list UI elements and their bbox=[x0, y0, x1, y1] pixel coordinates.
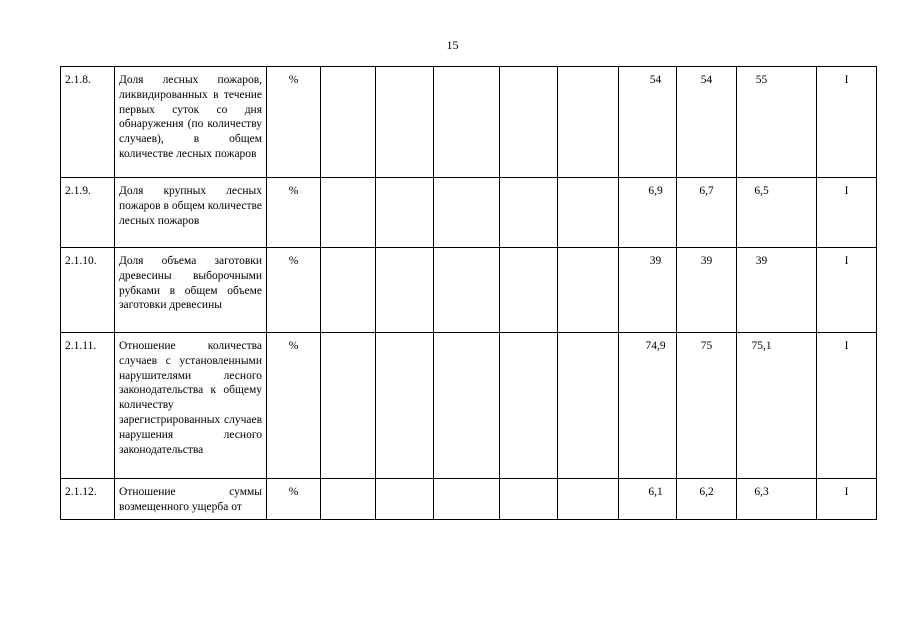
empty-cell bbox=[500, 479, 558, 520]
row-unit: % bbox=[267, 248, 321, 333]
table-row bbox=[61, 333, 877, 479]
row-value-3: 75,1 bbox=[737, 333, 817, 479]
row-value-2: 54 bbox=[677, 67, 737, 178]
empty-cell bbox=[376, 248, 434, 333]
table-row bbox=[61, 67, 877, 178]
empty-cell bbox=[500, 178, 558, 248]
empty-cell bbox=[558, 333, 619, 479]
row-unit: % bbox=[267, 479, 321, 520]
row-category: I bbox=[817, 248, 877, 333]
row-value-3: 55 bbox=[737, 67, 817, 178]
empty-cell bbox=[434, 248, 500, 333]
row-value-1: 6,9 bbox=[619, 178, 677, 248]
table-row bbox=[61, 479, 877, 520]
empty-cell bbox=[321, 67, 376, 178]
row-category: I bbox=[817, 178, 877, 248]
row-code: 2.1.10. bbox=[61, 248, 115, 333]
row-value-1: 74,9 bbox=[619, 333, 677, 479]
empty-cell bbox=[434, 479, 500, 520]
row-unit: % bbox=[267, 67, 321, 178]
empty-cell bbox=[558, 178, 619, 248]
indicators-table bbox=[60, 66, 877, 520]
empty-cell bbox=[434, 333, 500, 479]
row-value-1: 39 bbox=[619, 248, 677, 333]
row-value-1: 6,1 bbox=[619, 479, 677, 520]
row-category: I bbox=[817, 333, 877, 479]
page-number: 15 bbox=[446, 38, 459, 52]
row-code: 2.1.12. bbox=[61, 479, 115, 520]
row-category: I bbox=[817, 67, 877, 178]
row-value-3: 6,3 bbox=[737, 479, 817, 520]
row-category: I bbox=[817, 479, 877, 520]
row-code: 2.1.11. bbox=[61, 333, 115, 479]
row-code: 2.1.8. bbox=[61, 67, 115, 178]
empty-cell bbox=[500, 333, 558, 479]
row-code: 2.1.9. bbox=[61, 178, 115, 248]
empty-cell bbox=[376, 67, 434, 178]
row-name: Доля объема заготовки древесины выборочными рубками в общем объеме заготовки древесины bbox=[115, 248, 267, 333]
row-value-3: 39 bbox=[737, 248, 817, 333]
row-unit: % bbox=[267, 333, 321, 479]
empty-cell bbox=[376, 479, 434, 520]
empty-cell bbox=[321, 479, 376, 520]
row-value-2: 39 bbox=[677, 248, 737, 333]
empty-cell bbox=[558, 248, 619, 333]
empty-cell bbox=[558, 479, 619, 520]
empty-cell bbox=[376, 333, 434, 479]
row-value-2: 6,2 bbox=[677, 479, 737, 520]
row-name: Доля крупных лесных пожаров в общем количестве лесных пожаров bbox=[115, 178, 267, 248]
empty-cell bbox=[376, 178, 434, 248]
table-row bbox=[61, 248, 877, 333]
empty-cell bbox=[500, 67, 558, 178]
row-name: Отношение количества случаев с установленными нарушителями лесного законодательства к общему количеству зарегистрированных случаев нарушения лесного законодательства bbox=[115, 333, 267, 479]
empty-cell bbox=[558, 67, 619, 178]
table-row bbox=[61, 178, 877, 248]
empty-cell bbox=[321, 248, 376, 333]
row-name: Доля лесных пожаров, ликвидированных в течение первых суток со дня обнаружения (по количеству случаев), в общем количестве лесных пожаров bbox=[115, 67, 267, 178]
empty-cell bbox=[434, 67, 500, 178]
row-value-1: 54 bbox=[619, 67, 677, 178]
row-value-2: 75 bbox=[677, 333, 737, 479]
empty-cell bbox=[321, 178, 376, 248]
row-unit: % bbox=[267, 178, 321, 248]
empty-cell bbox=[321, 333, 376, 479]
empty-cell bbox=[500, 248, 558, 333]
empty-cell bbox=[434, 178, 500, 248]
row-value-3: 6,5 bbox=[737, 178, 817, 248]
row-name: Отношение суммы возмещенного ущерба от bbox=[115, 479, 267, 520]
row-value-2: 6,7 bbox=[677, 178, 737, 248]
